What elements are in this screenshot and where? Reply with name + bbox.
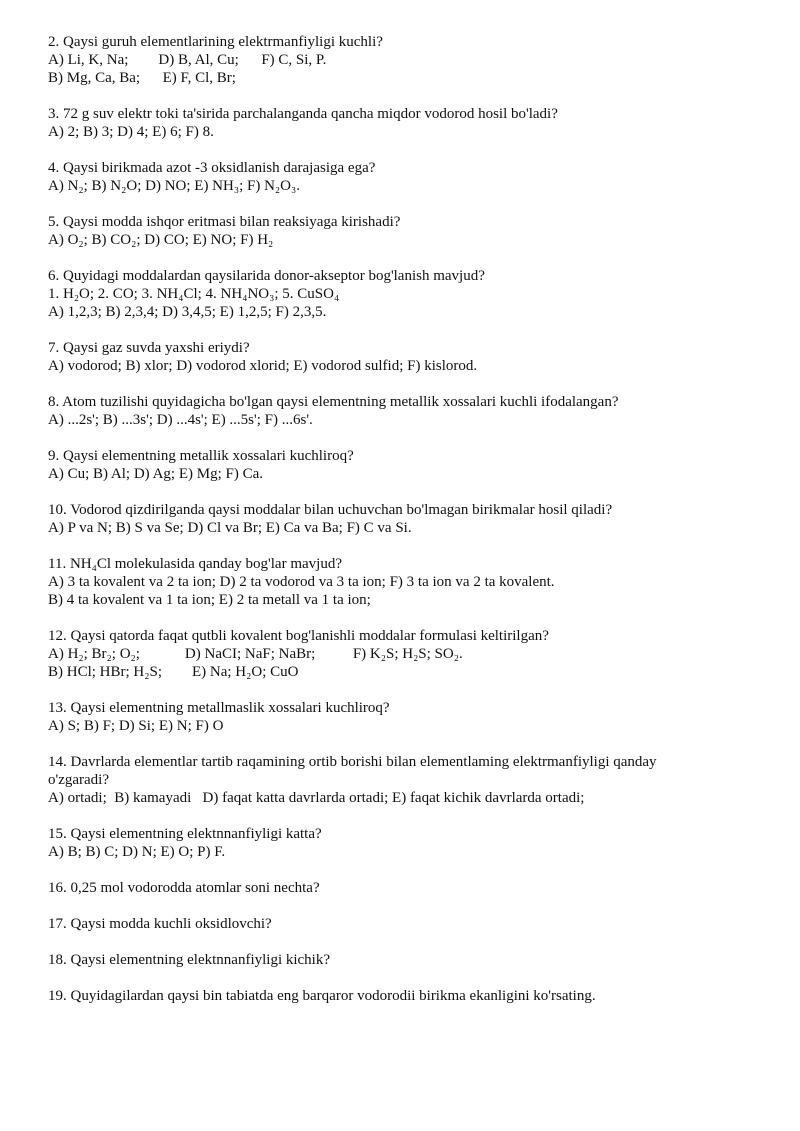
question-17 (48, 915, 738, 933)
question-12 (48, 627, 738, 681)
answer-options: A) B; B) C; D) N; E) O; P) F. (48, 844, 226, 860)
question-text: 2. Qaysi guruh elementlarining elektrmanfiyligi kuchli? (48, 34, 383, 50)
question-text: 17. Qaysi modda kuchli oksidlovchi? (48, 916, 272, 932)
question-4 (48, 159, 738, 195)
question-text: 8. Atom tuzilishi quyidagicha bo'lgan qaysi elementning metallik xossalari kuchli ifodalangan? (48, 394, 619, 410)
answer-options: B) 4 ta kovalent va 1 ta ion; E) 2 ta metall va 1 ta ion; (48, 592, 371, 608)
question-6 (48, 267, 738, 321)
question-text: 4. Qaysi birikmada azot -3 oksidlanish darajasiga ega? (48, 160, 376, 176)
question-2 (48, 33, 738, 87)
question-13 (48, 699, 738, 735)
answer-options: A) ortadi; B) kamayadi D) faqat katta davrlarda ortadi; E) faqat kichik davrlarda ortadi; (48, 790, 585, 806)
question-11 (48, 555, 738, 609)
question-3 (48, 105, 738, 141)
question-text: 12. Qaysi qatorda faqat qutbli kovalent bog'lanishli moddalar formulasi keltirilgan? (48, 628, 549, 644)
answer-options: A) H₂; Br₂; O₂; D) NaCI; NaF; NaBr; F) K₂S; H₂S; SO₂. (48, 646, 463, 662)
question-text: 9. Qaysi elementning metallik xossalari kuchliroq? (48, 448, 354, 464)
answer-options: A) S; B) F; D) Si; E) N; F) O (48, 718, 224, 734)
answer-options: A) vodorod; B) xlor; D) vodorod xlorid; E) vodorod sulfid; F) kislorod. (48, 358, 478, 374)
compound-list: 1. H₂O; 2. CO; 3. NH₄Cl; 4. NH₄NO₃; 5. CuSO₄ (48, 286, 340, 302)
question-9 (48, 447, 738, 483)
question-text: 19. Quyidagilardan qaysi bin tabiatda eng barqaror vodorodii birikma ekanligini ko'rsating. (48, 988, 596, 1004)
question-7 (48, 339, 738, 375)
question-text: 11. NH₄Cl molekulasida qanday bog'lar mavjud? (48, 556, 342, 572)
answer-options: B) Mg, Ca, Ba; E) F, Cl, Br; (48, 70, 236, 86)
question-5 (48, 213, 738, 249)
answer-options: A) 1,2,3; B) 2,3,4; D) 3,4,5; E) 1,2,5; F) 2,3,5. (48, 304, 327, 320)
question-text: 13. Qaysi elementning metallmaslik xossalari kuchliroq? (48, 700, 390, 716)
question-text: 3. 72 g suv elektr toki ta'sirida parchalanganda qancha miqdor vodorod hosil bo'ladi? (48, 106, 558, 122)
answer-options: A) N₂; B) N₂O; D) NO; E) NH₃; F) N₂O₃. (48, 178, 300, 194)
question-text-continued: o'zgaradi? (48, 772, 109, 788)
question-text: 18. Qaysi elementning elektnnanfiyligi kichik? (48, 952, 331, 968)
question-16 (48, 879, 738, 897)
question-14 (48, 753, 738, 807)
question-text: 14. Davrlarda elementlar tartib raqamining ortib borishi bilan elementlaming elektrmanfiyligi qanday (48, 754, 657, 770)
answer-options: A) 3 ta kovalent va 2 ta ion; D) 2 ta vodorod va 3 ta ion; F) 3 ta ion va 2 ta kovalent. (48, 574, 555, 590)
question-text: 15. Qaysi elementning elektnnanfiyligi katta? (48, 826, 322, 842)
answer-options: A) O₂; B) CO₂; D) CO; E) NO; F) H₂ (48, 232, 274, 248)
answer-options: A) Cu; B) Al; D) Ag; E) Mg; F) Ca. (48, 466, 264, 482)
question-10 (48, 501, 738, 537)
answer-options: A) ...2s'; B) ...3s'; D) ...4s'; E) ...5s'; F) ...6s'. (48, 412, 313, 428)
answer-options: B) HCl; HBr; H₂S; E) Na; H₂O; CuO (48, 664, 299, 680)
question-text: 10. Vodorod qizdirilganda qaysi moddalar bilan uchuvchan bo'lmagan birikmalar hosil qiladi? (48, 502, 613, 518)
question-18 (48, 951, 738, 969)
question-text: 6. Quyidagi moddalardan qaysilarida donor-akseptor bog'lanish mavjud? (48, 268, 485, 284)
answer-options: A) Li, K, Na; D) B, Al, Cu; F) C, Si, P. (48, 52, 327, 68)
question-8 (48, 393, 738, 429)
answer-options: A) 2; B) 3; D) 4; E) 6; F) 8. (48, 124, 214, 140)
question-sheet (48, 33, 738, 1023)
question-19 (48, 987, 738, 1005)
answer-options: A) P va N; B) S va Se; D) Cl va Br; E) Ca va Ba; F) C va Si. (48, 520, 412, 536)
question-15 (48, 825, 738, 861)
question-text: 16. 0,25 mol vodorodda atomlar soni nechta? (48, 880, 320, 896)
question-text: 7. Qaysi gaz suvda yaxshi eriydi? (48, 340, 250, 356)
question-text: 5. Qaysi modda ishqor eritmasi bilan reaksiyaga kirishadi? (48, 214, 401, 230)
